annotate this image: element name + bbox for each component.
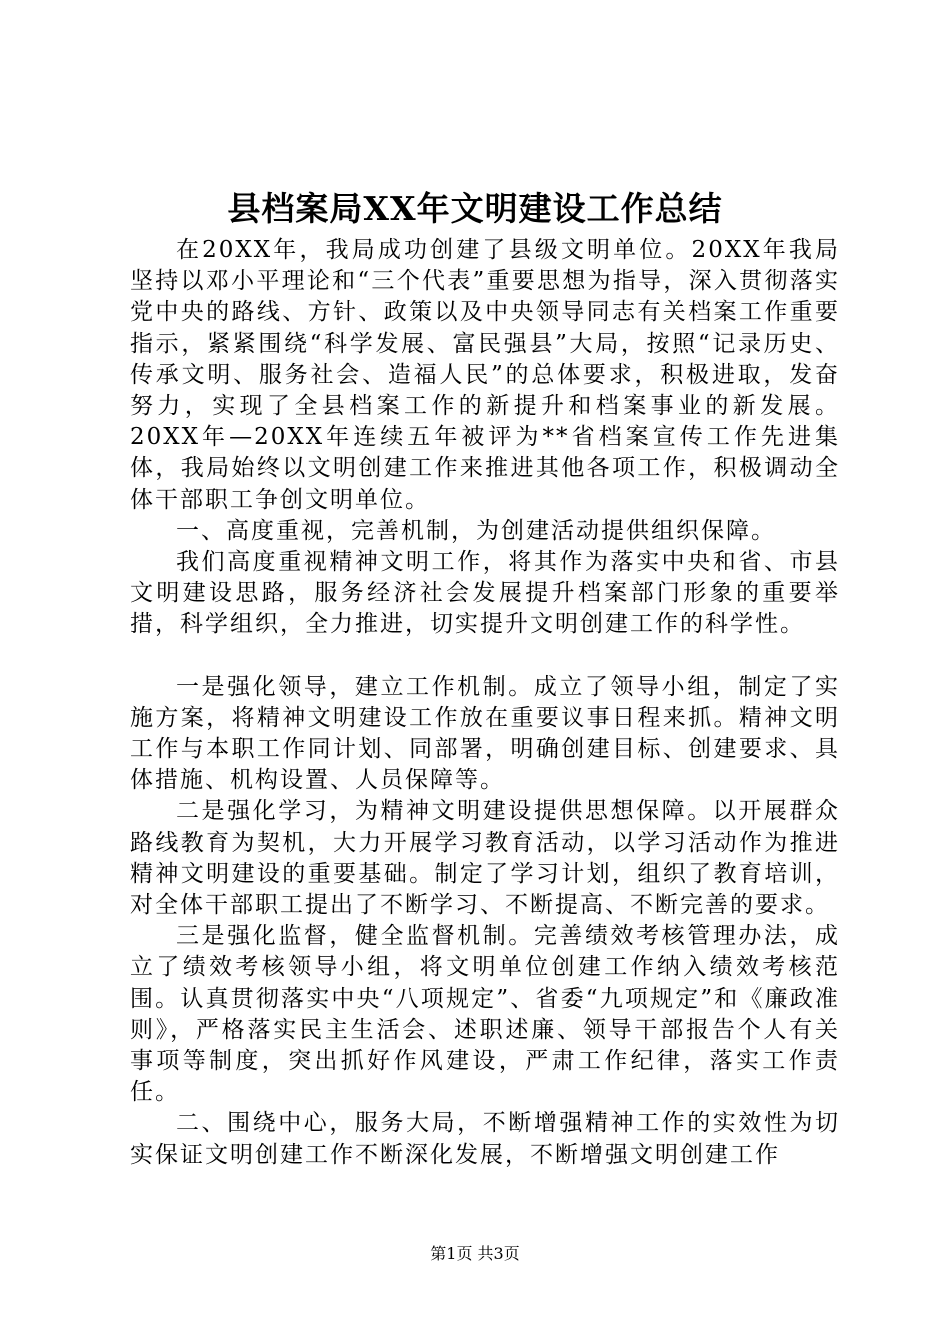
paragraph-intro: 在20XX年，我局成功创建了县级文明单位。20XX年我局坚持以邓小平理论和“三个代表”重要思想为指导，深入贯彻落实党中央的路线、方针、政策以及中央领导同志有关档案工作重要指示，紧紧围绕“科学发展、富民强县”大局，按照“记录历史、传承文明、服务社会、造福人民”的总体要求，积极进取，发奋努力，实现了全县档案工作的新提升和档案事业的新发展。20XX年—20XX年连续五年被评为**省档案宣传工作先进集体，我局始终以文明创建工作来推进其他各项工作，积极调动全体干部职工争创文明单位。 bbox=[130, 237, 840, 513]
paragraph-point-2: 二是强化学习，为精神文明建设提供思想保障。以开展群众路线教育为契机，大力开展学习教育活动，以学习活动作为推进精神文明建设的重要基础。制定了学习计划，组织了教育培训，对全体干部职工提出了不断学习、不断提高、不断完善的要求。 bbox=[130, 798, 840, 919]
paragraph-point-3: 三是强化监督，健全监督机制。完善绩效考核管理办法，成立了绩效考核领导小组，将文明单位创建工作纳入绩效考核范围。认真贯彻落实中央“八项规定”、省委“九项规定”和《廉政准则》，严格落实民主生活会、述职述廉、领导干部报告个人有关事项等制度，突出抓好作风建设，严肃工作纪律，落实工作责任。 bbox=[130, 923, 840, 1106]
heading-section-2: 二、围绕中心，服务大局，不断增强精神工作的实效性为切实保证文明创建工作不断深化发展，不断增强文明创建工作 bbox=[130, 1110, 840, 1168]
paragraph-point-1: 一是强化领导，建立工作机制。成立了领导小组，制定了实施方案，将精神文明建设工作放在重要议事日程来抓。精神文明工作与本职工作同计划、同部署，明确创建目标、创建要求、具体措施、机构设置、人员保障等。 bbox=[130, 673, 840, 794]
heading-section-1: 一、高度重视，完善机制，为创建活动提供组织保障。 bbox=[176, 517, 776, 544]
document-body bbox=[130, 235, 840, 1171]
document-title: 县档案局XX年文明建设工作总结 bbox=[227, 189, 723, 228]
page-number-footer: 第1页 共3页 bbox=[430, 1244, 520, 1263]
paragraph-section-1-intro: 我们高度重视精神文明工作，将其作为落实中央和省、市县文明建设思路，服务经济社会发展提升档案部门形象的重要举措，科学组织，全力推进，切实提升文明创建工作的科学性。 bbox=[130, 549, 840, 638]
